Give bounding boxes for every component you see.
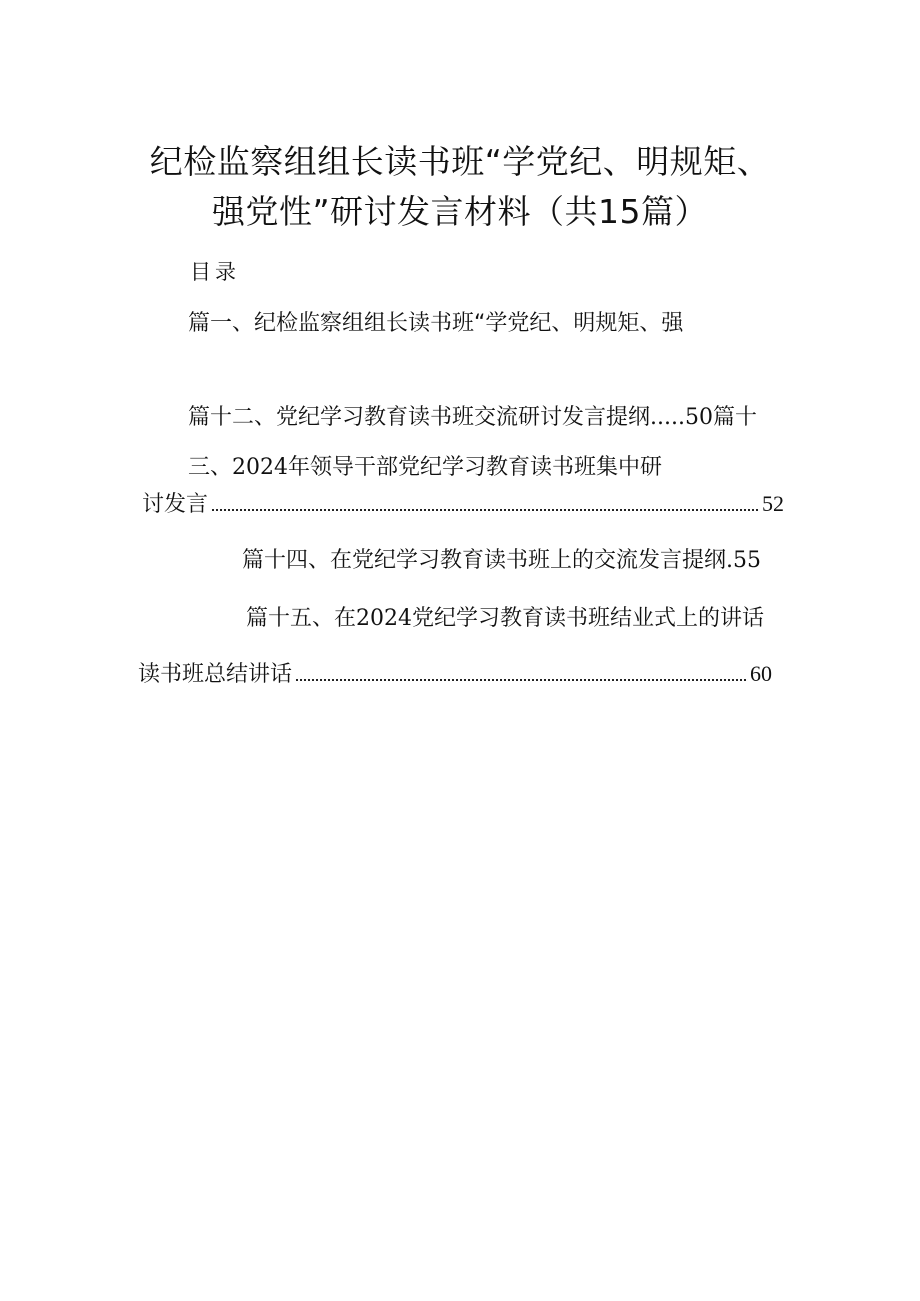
- toc-entry[interactable]: [138, 657, 772, 688]
- toc-entry-text: 篇一、纪检监察组组长读书班“学党纪、明规矩、强: [188, 311, 684, 336]
- toc-heading: 目录: [190, 260, 240, 284]
- toc-page-number: 52: [762, 491, 784, 516]
- toc-entry[interactable]: [188, 400, 757, 431]
- toc-entry[interactable]: [246, 601, 764, 632]
- document-title-line-2: 强党性”研讨发言材料（共15篇）: [211, 192, 709, 231]
- toc-entry[interactable]: [188, 450, 662, 481]
- toc-entry-text: 读书班总结讲话: [138, 662, 293, 687]
- dot-leader: [296, 678, 746, 681]
- toc-entry-text: 讨发言: [142, 492, 209, 517]
- toc-entry-text: 三、2024年领导干部党纪学习教育读书班集中研: [188, 455, 662, 480]
- toc-entry[interactable]: [188, 306, 683, 337]
- toc-entry[interactable]: [242, 543, 761, 574]
- document-title-line-1: 纪检监察组组长读书班“学党纪、明规矩、: [149, 142, 771, 181]
- dot-leader: [212, 508, 758, 511]
- toc-entry-text: 篇十二、党纪学习教育读书班交流研讨发言提纲.....50篇十: [188, 405, 757, 430]
- toc-entry-text: 篇十五、在2024党纪学习教育读书班结业式上的讲话: [246, 606, 764, 631]
- toc-entry-text: 篇十四、在党纪学习教育读书班上的交流发言提纲.55: [242, 548, 761, 573]
- toc-page-number: 60: [750, 661, 772, 686]
- toc-entry[interactable]: [142, 487, 784, 518]
